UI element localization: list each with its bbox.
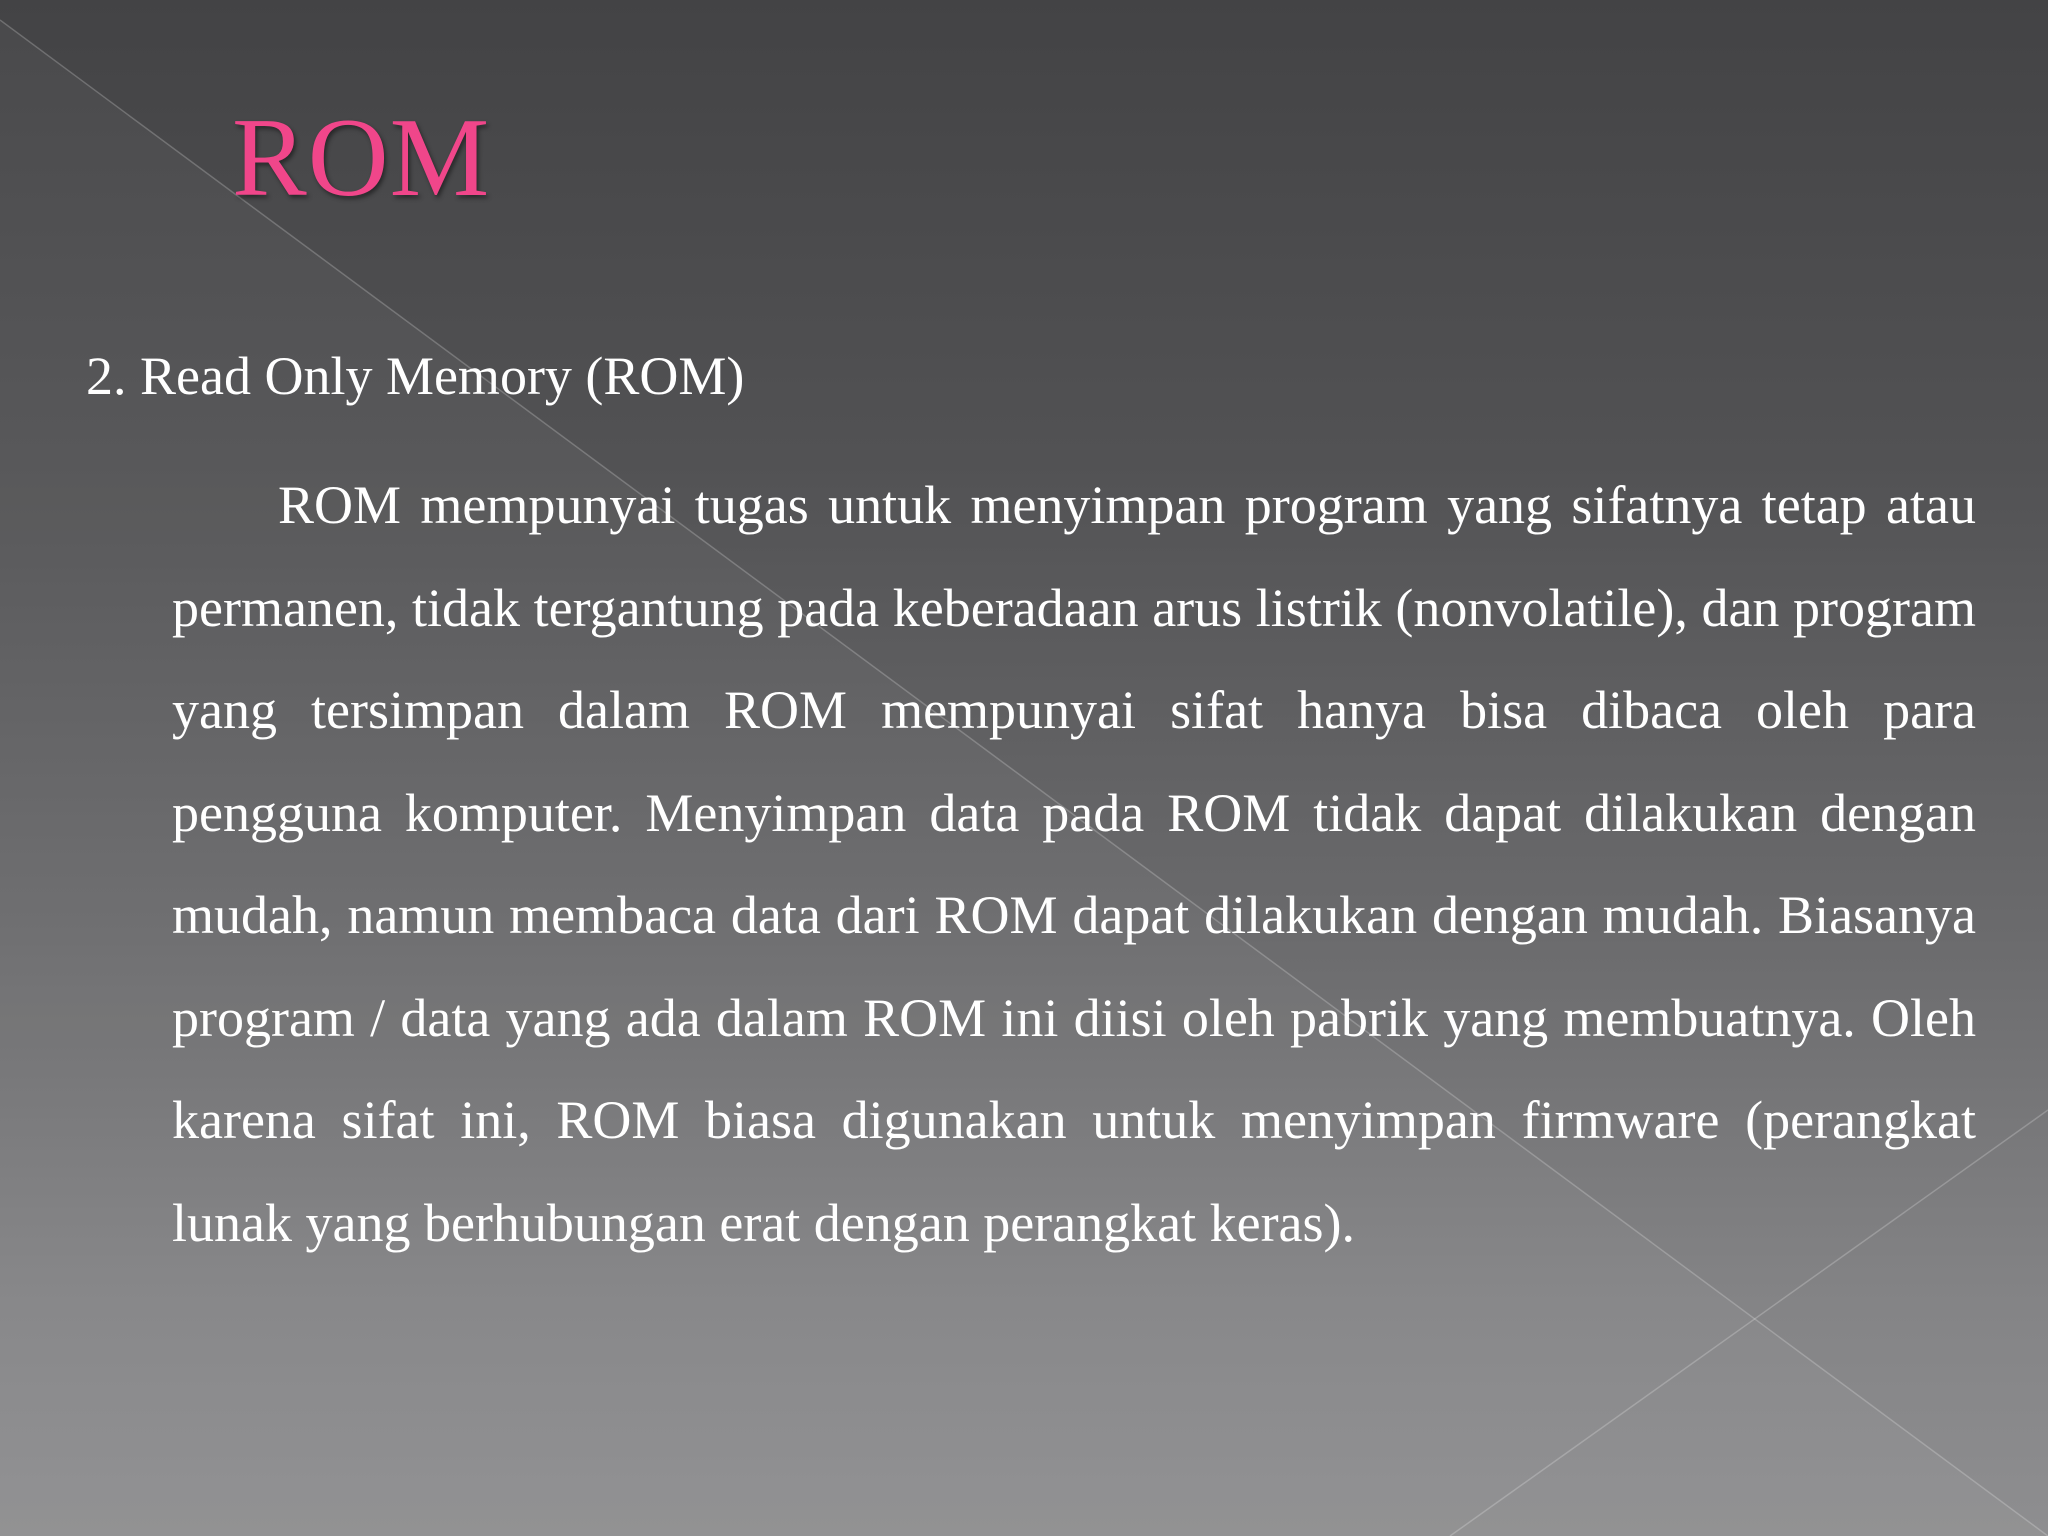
- body-paragraph: ROM mempunyai tugas untuk menyimpan program yang sifatnya tetap atau permanen, tidak tergantung pada keberadaan arus listrik (nonvolatile), dan program yang tersimpan dalam ROM mempunyai sifat hanya bisa dibaca oleh para pengguna komputer. Menyimpan data pada ROM tidak dapat dilakukan dengan mudah, namun membaca data dari ROM dapat dilakukan dengan mudah. Biasanya program / data yang ada dalam ROM ini diisi oleh pabrik yang membuatnya. Oleh karena sifat ini, ROM biasa digunakan untuk menyimpan firmware (perangkat lunak yang berhubungan erat dengan perangkat keras).: [172, 475, 1976, 1253]
- section-heading: 2. Read Only Memory (ROM): [86, 346, 745, 406]
- slide-title: ROM: [232, 96, 491, 220]
